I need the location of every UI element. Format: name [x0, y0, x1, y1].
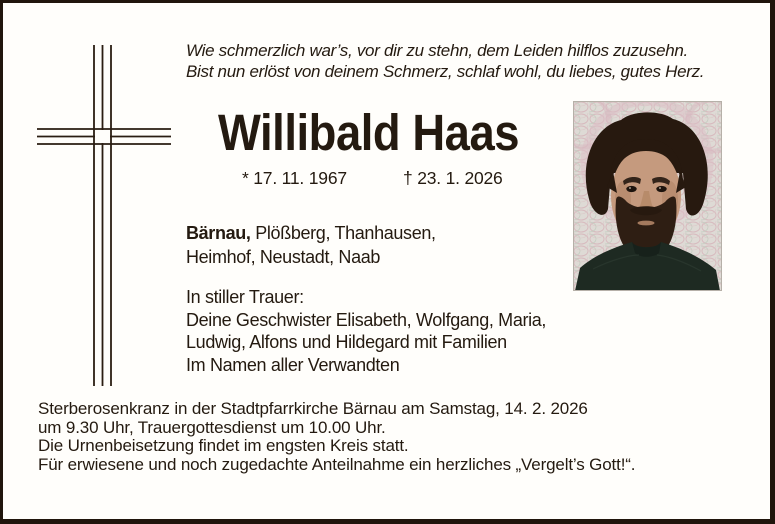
birth-date: * 17. 11. 1967 — [242, 168, 347, 188]
death-date: † 23. 1. 2026 — [403, 168, 503, 188]
mourning-line: Ludwig, Alfons und Hildegard mit Familien — [186, 332, 507, 353]
service-line: um 9.30 Uhr, Trauergottesdienst um 10.00 Uhr. — [38, 417, 386, 437]
residence-block — [186, 221, 436, 269]
epitaph-line: Bist nun erlöst von deinem Schmerz, schlaf wohl, du liebes, gutes Herz. — [186, 62, 705, 81]
service-line: Die Urnenbeisetzung findet im engsten Kreis statt. — [38, 436, 409, 456]
residence-line — [186, 221, 436, 245]
residence-line: Heimhof, Neustadt, Naab — [186, 247, 381, 267]
residence-lead: Bärnau, — [186, 223, 251, 243]
service-line: Sterberosenkranz in der Stadtpfarrkirche Bärnau am Samstag, 14. 2. 2026 — [38, 399, 588, 418]
portrait-photo — [573, 101, 722, 291]
epitaph — [186, 40, 704, 82]
mourning-line: In stiller Trauer: — [186, 287, 304, 307]
mourning-line: Im Namen aller Verwandten — [186, 355, 400, 376]
residence-rest: Plößberg, Thanhausen, — [250, 223, 436, 243]
deceased-name: Willibald Haas — [218, 104, 520, 161]
service-block — [38, 400, 635, 474]
portrait-photo-image — [573, 101, 722, 291]
memorial-cross-icon — [35, 42, 175, 390]
mourning-block — [186, 286, 546, 377]
mourning-line: Deine Geschwister Elisabeth, Wolfgang, Maria, — [186, 309, 547, 330]
service-line: Für erwiesene und noch zugedachte Anteilnahme ein herzliches „Vergelt’s Gott!“. — [38, 454, 636, 474]
cross-center-square — [95, 130, 110, 143]
epitaph-line: Wie schmerzlich war’s, vor dir zu stehn, dem Leiden hilflos zuzusehn. — [186, 41, 688, 60]
